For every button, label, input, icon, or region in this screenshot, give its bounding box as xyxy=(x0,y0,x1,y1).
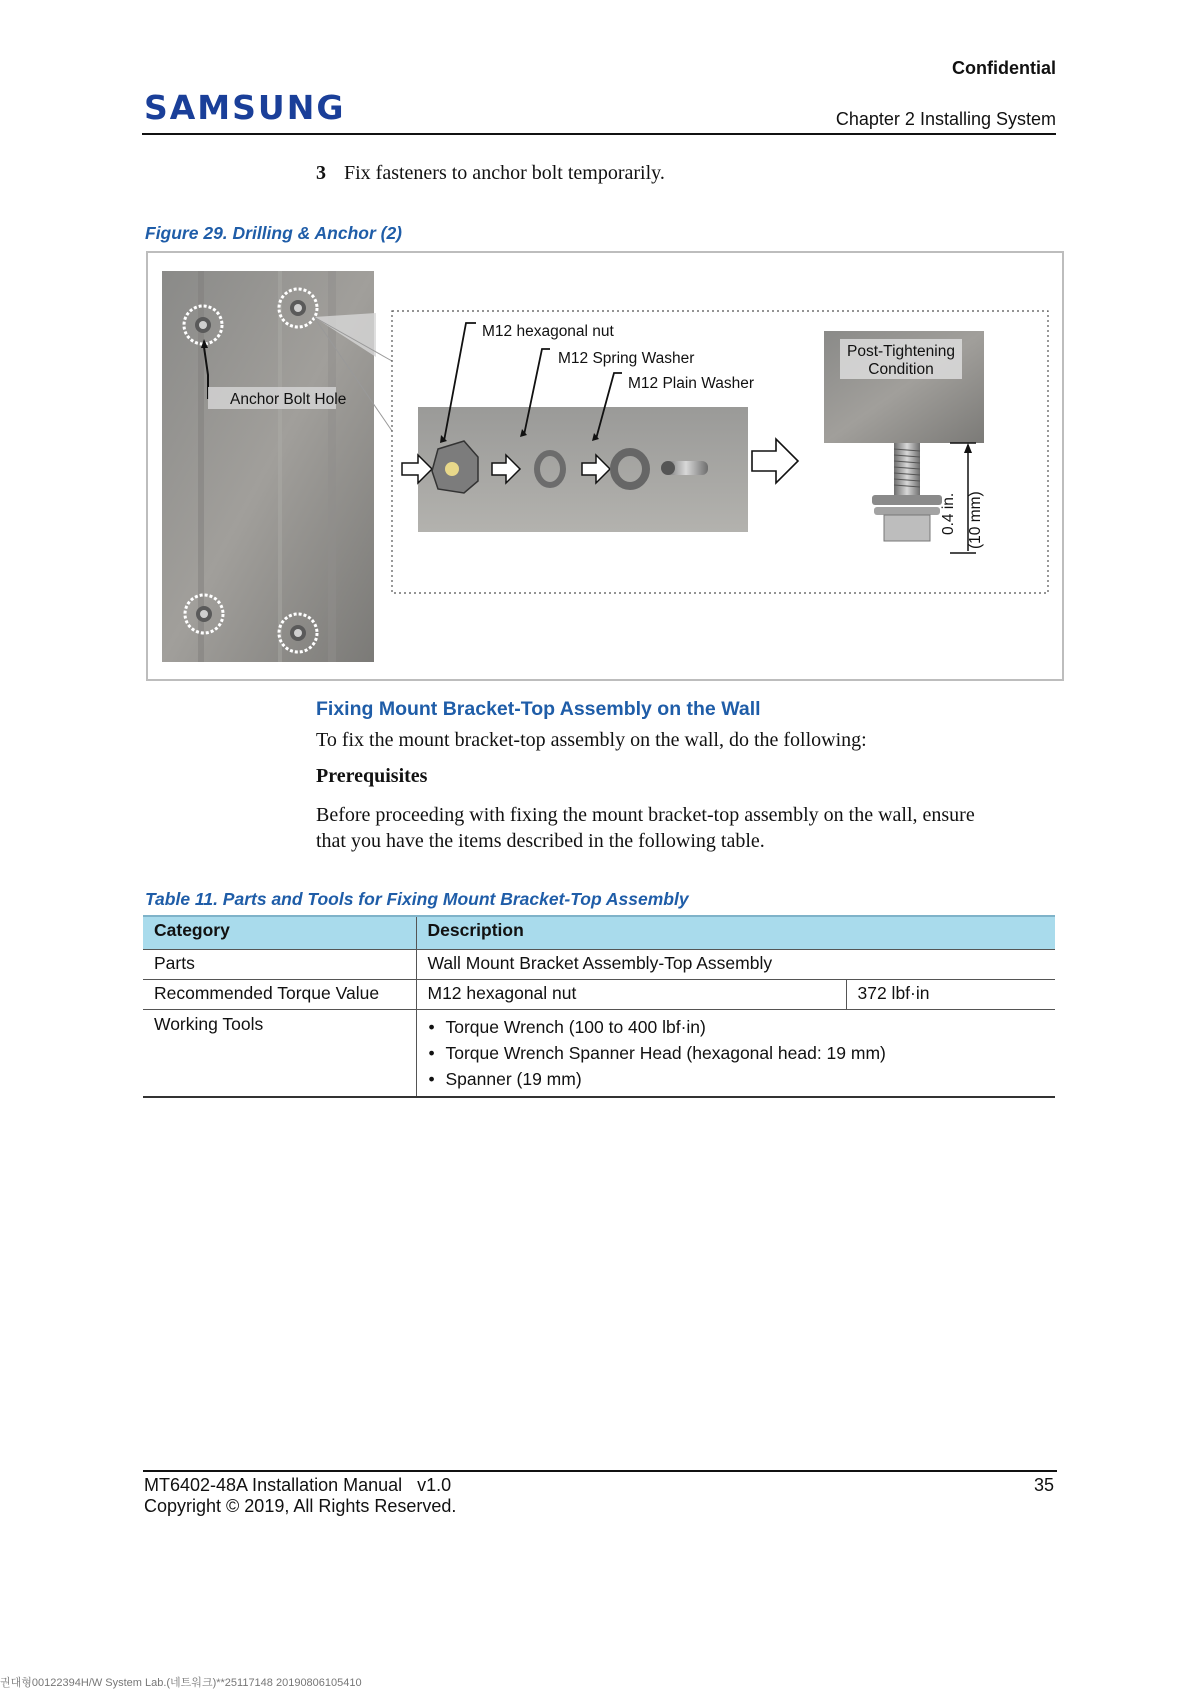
list-item: • Torque Wrench Spanner Head (hexagonal head: 19 mm) xyxy=(446,1040,1045,1066)
prerequisites-heading: Prerequisites xyxy=(316,765,428,787)
prerequisites-line-1: Before proceeding with fixing the mount bracket-top assembly on the wall, ensure xyxy=(316,804,975,826)
header-category: Category xyxy=(143,916,416,950)
plain-washer-label: M12 Plain Washer xyxy=(628,375,755,392)
cell-category: Parts xyxy=(143,950,416,980)
cell-description: Wall Mount Bracket Assembly-Top Assembly xyxy=(416,950,1055,980)
section-intro: To fix the mount bracket-top assembly on the wall, do the following: xyxy=(316,729,867,751)
step-number: 3 xyxy=(316,162,326,184)
post-tightening-label-2: Condition xyxy=(868,361,934,378)
chapter-title: Chapter 2 Installing System xyxy=(835,109,1056,129)
dimension-mm: (10 mm) xyxy=(967,491,984,549)
step-text: Fix fasteners to anchor bolt temporarily. xyxy=(344,162,665,184)
prerequisites-text xyxy=(316,802,1076,854)
footer-info xyxy=(144,1475,456,1517)
table-row xyxy=(143,950,1055,980)
cell-category: Working Tools xyxy=(143,1010,416,1098)
post-tightening-label-1: Post-Tightening xyxy=(847,343,955,360)
table-row xyxy=(143,1010,1055,1098)
confidential-label: Confidential xyxy=(952,58,1056,78)
table-caption: Table 11. Parts and Tools for Fixing Mount Bracket-Top Assembly xyxy=(145,889,689,909)
samsung-logo: SAMSUNG xyxy=(144,88,346,127)
spring-washer-label: M12 Spring Washer xyxy=(558,350,695,367)
section-title: Fixing Mount Bracket-Top Assembly on the Wall xyxy=(316,698,761,720)
prerequisites-line-2: that you have the items described in the following table. xyxy=(316,830,765,852)
dimension-inches: 0.4 in. xyxy=(940,492,957,535)
footer-rule xyxy=(143,1470,1057,1472)
figure-caption: Figure 29. Drilling & Anchor (2) xyxy=(145,223,403,243)
table-header-row xyxy=(143,916,1055,950)
cell-torque-value: 372 lbf·in xyxy=(846,980,1055,1010)
document-stamp: 권대형00122394H/W System Lab.(네트워크)**25117148 20190806105410 xyxy=(0,1677,362,1689)
footer-copyright: Copyright © 2019, All Rights Reserved. xyxy=(144,1496,457,1516)
list-item: • Spanner (19 mm) xyxy=(446,1066,1045,1092)
step-3 xyxy=(316,162,665,185)
figure-29 xyxy=(146,251,1064,681)
parts-tools-table xyxy=(143,915,1055,1098)
header-description: Description xyxy=(416,916,1055,950)
list-item: • Torque Wrench (100 to 400 lbf·in) xyxy=(446,1014,1045,1040)
cell-tools-list xyxy=(416,1010,1055,1098)
page-number: 35 xyxy=(1033,1475,1054,1495)
fastener-parts-photo xyxy=(402,407,748,532)
figure-illustration xyxy=(148,253,1062,679)
cell-category: Recommended Torque Value xyxy=(143,980,416,1010)
arrow-right-icon xyxy=(752,439,798,483)
header-rule xyxy=(142,133,1056,135)
footer-doc-title: MT6402-48A Installation Manual v1.0 xyxy=(144,1475,452,1495)
table-row xyxy=(143,980,1055,1010)
hex-nut-label: M12 hexagonal nut xyxy=(482,323,614,340)
cell-description: M12 hexagonal nut xyxy=(416,980,846,1010)
anchor-bolt-hole-label: Anchor Bolt Hole xyxy=(230,391,347,408)
